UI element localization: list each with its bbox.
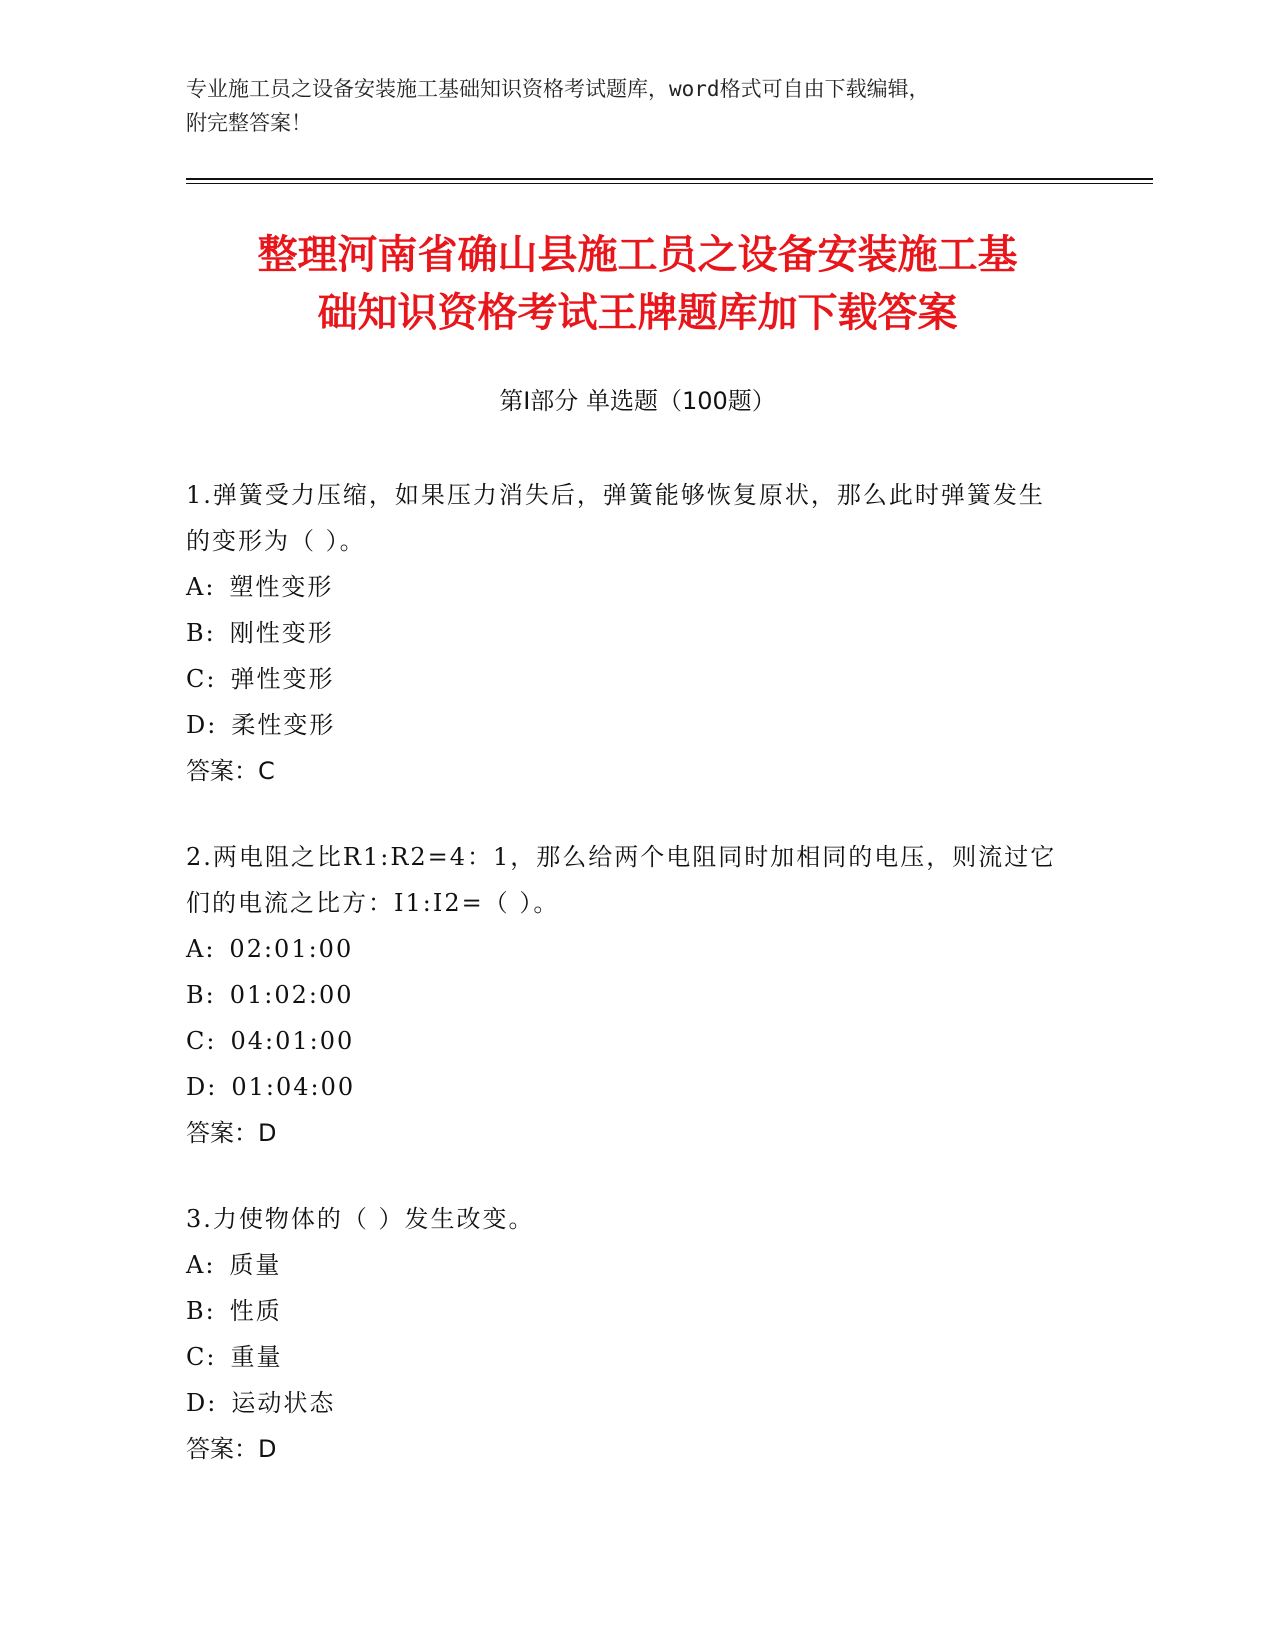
header-divider-thick [186,178,1153,180]
option-letter: C: [186,1343,217,1371]
document-title [150,226,1125,342]
option-text: 性质 [229,1297,282,1325]
document-title-line-2: 础知识资格考试王牌题库加下载答案 [317,290,958,336]
option-a [186,1242,1066,1288]
option-letter: B: [186,619,216,647]
option-letter: B: [186,1297,216,1325]
option-a [186,926,1066,972]
option-letter: A: [186,573,216,601]
document-title-line-1: 整理河南省确山县施工员之设备安装施工基 [257,232,1018,278]
option-letter: D: [186,711,218,739]
option-a [186,564,1066,610]
option-letter: A: [186,1251,216,1279]
option-text: 弹性变形 [230,665,335,693]
option-letter: C: [186,665,217,693]
option-letter: A: [186,935,216,963]
header-divider-thin [186,183,1153,184]
option-text: 质量 [229,1251,282,1279]
option-d [186,702,1066,748]
option-c [186,1018,1066,1064]
option-text: 刚性变形 [229,619,334,647]
option-b [186,610,1066,656]
question-block [186,1196,1066,1472]
section-heading: 第Ⅰ部分 单选题（100题） [499,387,776,415]
option-c [186,1334,1066,1380]
option-text: 04:01:00 [230,1027,355,1055]
question-stem: 1.弹簧受力压缩，如果压力消失后，弹簧能够恢复原状，那么此时弹簧发生的变形为（ ）。 [186,481,1045,555]
option-letter: C: [186,1027,217,1055]
option-d [186,1380,1066,1426]
answer-line: 答案：D [186,1435,277,1463]
question-stem: 2.两电阻之比R1:R2=4：1，那么给两个电阻同时加相同的电压，则流过它们的电流之比方：I1:I2=（ ）。 [186,843,1057,917]
option-text: 02:01:00 [229,935,354,963]
answer-line: 答案：D [186,1119,277,1147]
option-text: 运动状态 [231,1389,336,1417]
option-letter: D: [186,1389,218,1417]
header-note-line-1: 专业施工员之设备安装施工基础知识资格考试题库，word格式可自由下载编辑， [186,77,930,101]
option-text: 柔性变形 [231,711,336,739]
option-letter: B: [186,981,216,1009]
option-d [186,1064,1066,1110]
option-c [186,656,1066,702]
header-note-line-2: 附完整答案！ [186,111,312,135]
option-text: 01:04:00 [231,1073,356,1101]
option-text: 01:02:00 [229,981,354,1009]
question-stem: 3.力使物体的（ ）发生改变。 [186,1205,535,1233]
option-text: 重量 [230,1343,283,1371]
option-letter: D: [186,1073,218,1101]
question-block [186,472,1066,794]
header-note [186,72,1066,140]
answer-line: 答案：C [186,757,275,785]
option-b [186,972,1066,1018]
question-block [186,834,1066,1156]
option-b [186,1288,1066,1334]
option-text: 塑性变形 [229,573,334,601]
